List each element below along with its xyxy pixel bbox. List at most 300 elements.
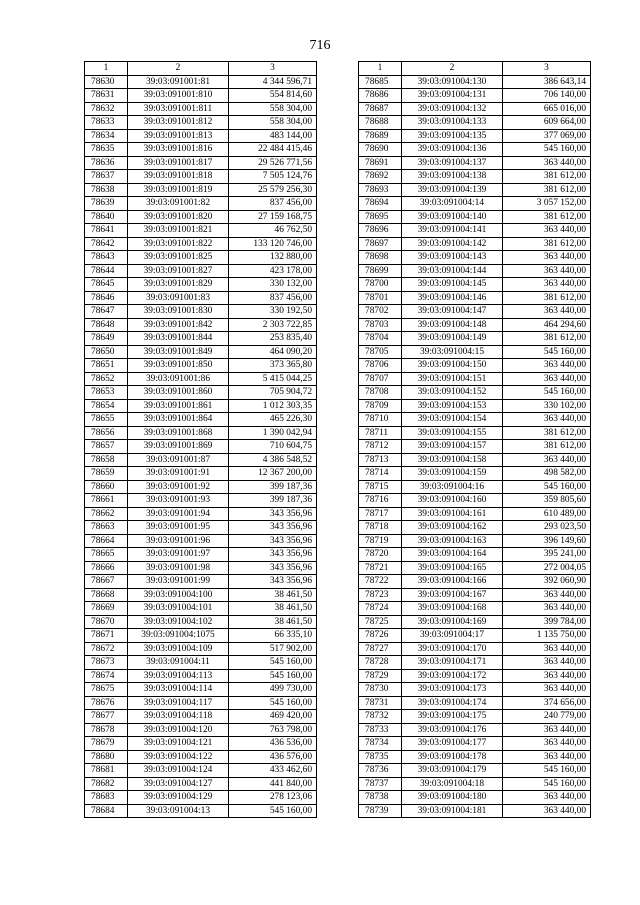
cadastral-number: 39:03:091004:102 xyxy=(128,615,229,629)
cadastral-value: 499 730,00 xyxy=(229,683,317,697)
cadastral-value: 381 612,00 xyxy=(503,183,591,197)
row-number: 78645 xyxy=(85,278,128,292)
row-number: 78674 xyxy=(85,669,128,683)
cadastral-value: 330 192,50 xyxy=(229,305,317,319)
table-row xyxy=(85,183,317,197)
row-number: 78723 xyxy=(359,588,402,602)
table-row xyxy=(359,521,591,535)
table-row xyxy=(85,264,317,278)
table-row xyxy=(85,548,317,562)
cadastral-value: 373 365,80 xyxy=(229,359,317,373)
cadastral-number: 39:03:091004:140 xyxy=(402,210,503,224)
cadastral-value: 363 440,00 xyxy=(503,278,591,292)
row-number: 78679 xyxy=(85,737,128,751)
cadastral-number: 39:03:091004:149 xyxy=(402,332,503,346)
cadastral-value: 363 440,00 xyxy=(503,750,591,764)
cadastral-number: 39:03:091001:825 xyxy=(128,251,229,265)
row-number: 78669 xyxy=(85,602,128,616)
cadastral-number: 39:03:091001:812 xyxy=(128,116,229,130)
row-number: 78684 xyxy=(85,804,128,818)
table-row xyxy=(359,507,591,521)
cadastral-value: 706 140,00 xyxy=(503,89,591,103)
cadastral-value: 554 814,60 xyxy=(229,89,317,103)
cadastral-value: 132 880,00 xyxy=(229,251,317,265)
row-number: 78724 xyxy=(359,602,402,616)
cadastral-value: 433 462,60 xyxy=(229,764,317,778)
row-number: 78727 xyxy=(359,642,402,656)
cadastral-value: 464 294,60 xyxy=(503,318,591,332)
table-row xyxy=(359,791,591,805)
table-row xyxy=(85,116,317,130)
row-number: 78633 xyxy=(85,116,128,130)
cadastral-value: 710 604,75 xyxy=(229,440,317,454)
cadastral-number: 39:03:091001:91 xyxy=(128,467,229,481)
row-number: 78681 xyxy=(85,764,128,778)
table-row xyxy=(85,737,317,751)
table-row xyxy=(359,656,591,670)
table-row xyxy=(85,143,317,157)
cadastral-number: 39:03:091004:130 xyxy=(402,75,503,89)
row-number: 78699 xyxy=(359,264,402,278)
cadastral-number: 39:03:091004:121 xyxy=(128,737,229,751)
right-table-header xyxy=(359,62,591,76)
row-number: 78632 xyxy=(85,102,128,116)
table-row xyxy=(359,156,591,170)
cadastral-value: 363 440,00 xyxy=(503,656,591,670)
row-number: 78711 xyxy=(359,426,402,440)
cadastral-value: 558 304,00 xyxy=(229,102,317,116)
table-row xyxy=(85,372,317,386)
row-number: 78726 xyxy=(359,629,402,643)
cadastral-number: 39:03:091004:124 xyxy=(128,764,229,778)
row-number: 78631 xyxy=(85,89,128,103)
cadastral-number: 39:03:091001:830 xyxy=(128,305,229,319)
row-number: 78648 xyxy=(85,318,128,332)
cadastral-value: 363 440,00 xyxy=(503,791,591,805)
table-row xyxy=(85,345,317,359)
row-number: 78677 xyxy=(85,710,128,724)
row-number: 78696 xyxy=(359,224,402,238)
cadastral-value: 837 456,00 xyxy=(229,291,317,305)
cadastral-number: 39:03:091001:93 xyxy=(128,494,229,508)
cadastral-number: 39:03:091004:180 xyxy=(402,791,503,805)
table-row xyxy=(85,332,317,346)
cadastral-value: 436 536,00 xyxy=(229,737,317,751)
cadastral-number: 39:03:091004:1075 xyxy=(128,629,229,643)
table-row xyxy=(85,386,317,400)
cadastral-value: 464 090,20 xyxy=(229,345,317,359)
left-table xyxy=(84,61,317,818)
row-number: 78691 xyxy=(359,156,402,170)
row-number: 78719 xyxy=(359,534,402,548)
cadastral-value: 253 835,40 xyxy=(229,332,317,346)
cadastral-number: 39:03:091004:174 xyxy=(402,696,503,710)
cadastral-number: 39:03:091001:821 xyxy=(128,224,229,238)
cadastral-value: 517 902,00 xyxy=(229,642,317,656)
table-row xyxy=(85,683,317,697)
cadastral-number: 39:03:091004:100 xyxy=(128,588,229,602)
row-number: 78695 xyxy=(359,210,402,224)
cadastral-number: 39:03:091004:162 xyxy=(402,521,503,535)
row-number: 78688 xyxy=(359,116,402,130)
cadastral-number: 39:03:091004:173 xyxy=(402,683,503,697)
cadastral-value: 240 779,00 xyxy=(503,710,591,724)
table-row xyxy=(359,426,591,440)
cadastral-number: 39:03:091004:13 xyxy=(128,804,229,818)
row-number: 78716 xyxy=(359,494,402,508)
cadastral-number: 39:03:091001:869 xyxy=(128,440,229,454)
row-number: 78731 xyxy=(359,696,402,710)
row-number: 78676 xyxy=(85,696,128,710)
table-row xyxy=(85,237,317,251)
cadastral-value: 545 160,00 xyxy=(503,143,591,157)
table-row xyxy=(85,75,317,89)
row-number: 78666 xyxy=(85,561,128,575)
table-row xyxy=(359,332,591,346)
cadastral-value: 343 356,96 xyxy=(229,534,317,548)
cadastral-number: 39:03:091004:151 xyxy=(402,372,503,386)
table-row xyxy=(359,683,591,697)
cadastral-number: 39:03:091001:842 xyxy=(128,318,229,332)
cadastral-value: 330 102,00 xyxy=(503,399,591,413)
cadastral-number: 39:03:091001:92 xyxy=(128,480,229,494)
row-number: 78642 xyxy=(85,237,128,251)
cadastral-value: 25 579 256,30 xyxy=(229,183,317,197)
row-number: 78737 xyxy=(359,777,402,791)
cadastral-value: 46 762,50 xyxy=(229,224,317,238)
row-number: 78661 xyxy=(85,494,128,508)
row-number: 78662 xyxy=(85,507,128,521)
cadastral-value: 1 390 042,94 xyxy=(229,426,317,440)
cadastral-value: 330 132,00 xyxy=(229,278,317,292)
row-number: 78702 xyxy=(359,305,402,319)
cadastral-number: 39:03:091004:120 xyxy=(128,723,229,737)
cadastral-number: 39:03:091004:129 xyxy=(128,791,229,805)
cadastral-number: 39:03:091004:136 xyxy=(402,143,503,157)
table-row xyxy=(359,399,591,413)
table-row xyxy=(85,278,317,292)
cadastral-number: 39:03:091004:169 xyxy=(402,615,503,629)
row-number: 78706 xyxy=(359,359,402,373)
row-number: 78729 xyxy=(359,669,402,683)
table-row xyxy=(85,615,317,629)
table-row xyxy=(359,602,591,616)
cadastral-value: 343 356,96 xyxy=(229,521,317,535)
table-row xyxy=(85,656,317,670)
cadastral-number: 39:03:091004:117 xyxy=(128,696,229,710)
cadastral-number: 39:03:091001:844 xyxy=(128,332,229,346)
cadastral-value: 469 420,00 xyxy=(229,710,317,724)
row-number: 78733 xyxy=(359,723,402,737)
cadastral-value: 381 612,00 xyxy=(503,426,591,440)
cadastral-value: 558 304,00 xyxy=(229,116,317,130)
table-row xyxy=(85,723,317,737)
table-row xyxy=(359,345,591,359)
row-number: 78659 xyxy=(85,467,128,481)
table-row xyxy=(85,129,317,143)
table-row xyxy=(85,467,317,481)
table-row xyxy=(359,102,591,116)
row-number: 78663 xyxy=(85,521,128,535)
table-row xyxy=(359,615,591,629)
cadastral-number: 39:03:091004:145 xyxy=(402,278,503,292)
row-number: 78721 xyxy=(359,561,402,575)
cadastral-number: 39:03:091001:83 xyxy=(128,291,229,305)
table-row xyxy=(85,305,317,319)
cadastral-number: 39:03:091004:122 xyxy=(128,750,229,764)
row-number: 78730 xyxy=(359,683,402,697)
page-number: 716 xyxy=(309,38,331,53)
cadastral-number: 39:03:091001:829 xyxy=(128,278,229,292)
table-row xyxy=(85,561,317,575)
cadastral-value: 363 440,00 xyxy=(503,156,591,170)
table-row xyxy=(359,318,591,332)
row-number: 78709 xyxy=(359,399,402,413)
table-row xyxy=(359,804,591,818)
cadastral-number: 39:03:091004:118 xyxy=(128,710,229,724)
row-number: 78641 xyxy=(85,224,128,238)
cadastral-value: 483 144,00 xyxy=(229,129,317,143)
cadastral-value: 359 805,60 xyxy=(503,494,591,508)
cadastral-number: 39:03:091001:822 xyxy=(128,237,229,251)
cadastral-value: 381 612,00 xyxy=(503,210,591,224)
row-number: 78738 xyxy=(359,791,402,805)
table-row xyxy=(359,75,591,89)
cadastral-value: 545 160,00 xyxy=(503,345,591,359)
cadastral-number: 39:03:091004:181 xyxy=(402,804,503,818)
table-row xyxy=(359,359,591,373)
cadastral-value: 2 303 722,85 xyxy=(229,318,317,332)
table-row xyxy=(359,764,591,778)
cadastral-value: 363 440,00 xyxy=(503,642,591,656)
cadastral-number: 39:03:091001:860 xyxy=(128,386,229,400)
cadastral-number: 39:03:091004:143 xyxy=(402,251,503,265)
cadastral-number: 39:03:091004:14 xyxy=(402,197,503,211)
table-row xyxy=(85,440,317,454)
cadastral-value: 381 612,00 xyxy=(503,332,591,346)
cadastral-number: 39:03:091004:163 xyxy=(402,534,503,548)
table-row xyxy=(359,480,591,494)
cadastral-value: 381 612,00 xyxy=(503,237,591,251)
cadastral-value: 705 904,72 xyxy=(229,386,317,400)
cadastral-value: 363 440,00 xyxy=(503,305,591,319)
cadastral-number: 39:03:091004:137 xyxy=(402,156,503,170)
row-number: 78697 xyxy=(359,237,402,251)
table-row xyxy=(85,89,317,103)
cadastral-number: 39:03:091004:144 xyxy=(402,264,503,278)
row-number: 78668 xyxy=(85,588,128,602)
row-number: 78732 xyxy=(359,710,402,724)
table-row xyxy=(359,291,591,305)
table-row xyxy=(359,561,591,575)
cadastral-value: 386 643,14 xyxy=(503,75,591,89)
table-row xyxy=(359,575,591,589)
table-row xyxy=(359,548,591,562)
cadastral-value: 609 664,00 xyxy=(503,116,591,130)
cadastral-value: 436 576,00 xyxy=(229,750,317,764)
table-row xyxy=(85,629,317,643)
table-row xyxy=(359,237,591,251)
row-number: 78639 xyxy=(85,197,128,211)
table-row xyxy=(359,494,591,508)
row-number: 78694 xyxy=(359,197,402,211)
right-table-body xyxy=(359,75,591,818)
table-row xyxy=(359,305,591,319)
cadastral-number: 39:03:091004:170 xyxy=(402,642,503,656)
table-row xyxy=(359,170,591,184)
cadastral-number: 39:03:091004:139 xyxy=(402,183,503,197)
table-row xyxy=(85,251,317,265)
table-row xyxy=(85,413,317,427)
table-row xyxy=(359,440,591,454)
cadastral-number: 39:03:091001:99 xyxy=(128,575,229,589)
table-row xyxy=(85,102,317,116)
table-row xyxy=(85,588,317,602)
table-row xyxy=(85,224,317,238)
table-row xyxy=(85,534,317,548)
cadastral-value: 4 344 596,71 xyxy=(229,75,317,89)
cadastral-number: 39:03:091004:166 xyxy=(402,575,503,589)
cadastral-number: 39:03:091004:138 xyxy=(402,170,503,184)
table-row xyxy=(359,264,591,278)
row-number: 78720 xyxy=(359,548,402,562)
cadastral-number: 39:03:091004:160 xyxy=(402,494,503,508)
cadastral-value: 396 149,60 xyxy=(503,534,591,548)
row-number: 78646 xyxy=(85,291,128,305)
table-row xyxy=(359,723,591,737)
table-row xyxy=(85,521,317,535)
cadastral-value: 38 461,50 xyxy=(229,615,317,629)
cadastral-value: 5 415 044,25 xyxy=(229,372,317,386)
cadastral-number: 39:03:091001:82 xyxy=(128,197,229,211)
row-number: 78653 xyxy=(85,386,128,400)
cadastral-value: 545 160,00 xyxy=(503,764,591,778)
row-number: 78667 xyxy=(85,575,128,589)
table-row xyxy=(85,696,317,710)
row-number: 78665 xyxy=(85,548,128,562)
cadastral-value: 545 160,00 xyxy=(503,480,591,494)
cadastral-value: 363 440,00 xyxy=(503,804,591,818)
cadastral-number: 39:03:091001:97 xyxy=(128,548,229,562)
row-number: 78735 xyxy=(359,750,402,764)
cadastral-number: 39:03:091004:101 xyxy=(128,602,229,616)
row-number: 78654 xyxy=(85,399,128,413)
row-number: 78634 xyxy=(85,129,128,143)
cadastral-value: 498 582,00 xyxy=(503,467,591,481)
cadastral-value: 278 123,06 xyxy=(229,791,317,805)
cadastral-number: 39:03:091001:827 xyxy=(128,264,229,278)
cadastral-number: 39:03:091004:18 xyxy=(402,777,503,791)
cadastral-number: 39:03:091004:168 xyxy=(402,602,503,616)
cadastral-value: 1 135 750,00 xyxy=(503,629,591,643)
cadastral-value: 66 335,10 xyxy=(229,629,317,643)
cadastral-number: 39:03:091004:141 xyxy=(402,224,503,238)
cadastral-number: 39:03:091004:131 xyxy=(402,89,503,103)
row-number: 78651 xyxy=(85,359,128,373)
row-number: 78643 xyxy=(85,251,128,265)
row-number: 78704 xyxy=(359,332,402,346)
cadastral-number: 39:03:091004:164 xyxy=(402,548,503,562)
row-number: 78734 xyxy=(359,737,402,751)
table-row xyxy=(85,750,317,764)
right-table xyxy=(358,61,591,818)
cadastral-number: 39:03:091004:154 xyxy=(402,413,503,427)
left-table-body xyxy=(85,75,317,818)
cadastral-number: 39:03:091004:127 xyxy=(128,777,229,791)
cadastral-value: 395 241,00 xyxy=(503,548,591,562)
row-number: 78680 xyxy=(85,750,128,764)
row-number: 78698 xyxy=(359,251,402,265)
table-row xyxy=(85,318,317,332)
table-row xyxy=(85,359,317,373)
header-col-2: 2 xyxy=(402,62,503,76)
cadastral-value: 38 461,50 xyxy=(229,588,317,602)
table-row xyxy=(85,764,317,778)
table-row xyxy=(85,197,317,211)
header-col-3: 3 xyxy=(503,62,591,76)
cadastral-value: 363 440,00 xyxy=(503,359,591,373)
cadastral-value: 133 120 746,00 xyxy=(229,237,317,251)
row-number: 78708 xyxy=(359,386,402,400)
cadastral-number: 39:03:091004:179 xyxy=(402,764,503,778)
cadastral-number: 39:03:091004:165 xyxy=(402,561,503,575)
header-col-1: 1 xyxy=(359,62,402,76)
row-number: 78657 xyxy=(85,440,128,454)
row-number: 78675 xyxy=(85,683,128,697)
cadastral-number: 39:03:091001:86 xyxy=(128,372,229,386)
cadastral-number: 39:03:091001:813 xyxy=(128,129,229,143)
cadastral-value: 399 784,00 xyxy=(503,615,591,629)
table-row xyxy=(359,750,591,764)
cadastral-number: 39:03:091004:172 xyxy=(402,669,503,683)
cadastral-value: 363 440,00 xyxy=(503,602,591,616)
cadastral-number: 39:03:091001:810 xyxy=(128,89,229,103)
row-number: 78703 xyxy=(359,318,402,332)
cadastral-value: 22 484 415,46 xyxy=(229,143,317,157)
table-row xyxy=(359,143,591,157)
cadastral-number: 39:03:091001:861 xyxy=(128,399,229,413)
cadastral-value: 363 440,00 xyxy=(503,588,591,602)
cadastral-number: 39:03:091001:95 xyxy=(128,521,229,535)
table-row xyxy=(359,89,591,103)
cadastral-value: 343 356,96 xyxy=(229,548,317,562)
row-number: 78636 xyxy=(85,156,128,170)
cadastral-value: 12 367 200,00 xyxy=(229,467,317,481)
cadastral-value: 293 023,50 xyxy=(503,521,591,535)
table-row xyxy=(85,642,317,656)
row-number: 78707 xyxy=(359,372,402,386)
table-row xyxy=(85,291,317,305)
cadastral-value: 4 386 548,52 xyxy=(229,453,317,467)
cadastral-number: 39:03:091004:150 xyxy=(402,359,503,373)
row-number: 78656 xyxy=(85,426,128,440)
cadastral-number: 39:03:091004:155 xyxy=(402,426,503,440)
table-row xyxy=(359,278,591,292)
row-number: 78664 xyxy=(85,534,128,548)
cadastral-value: 343 356,96 xyxy=(229,507,317,521)
row-number: 78647 xyxy=(85,305,128,319)
cadastral-value: 545 160,00 xyxy=(503,386,591,400)
row-number: 78693 xyxy=(359,183,402,197)
table-row xyxy=(359,197,591,211)
cadastral-value: 7 505 124,76 xyxy=(229,170,317,184)
cadastral-number: 39:03:091004:157 xyxy=(402,440,503,454)
row-number: 78637 xyxy=(85,170,128,184)
row-number: 78671 xyxy=(85,629,128,643)
cadastral-number: 39:03:091004:16 xyxy=(402,480,503,494)
cadastral-number: 39:03:091004:146 xyxy=(402,291,503,305)
table-row xyxy=(85,669,317,683)
